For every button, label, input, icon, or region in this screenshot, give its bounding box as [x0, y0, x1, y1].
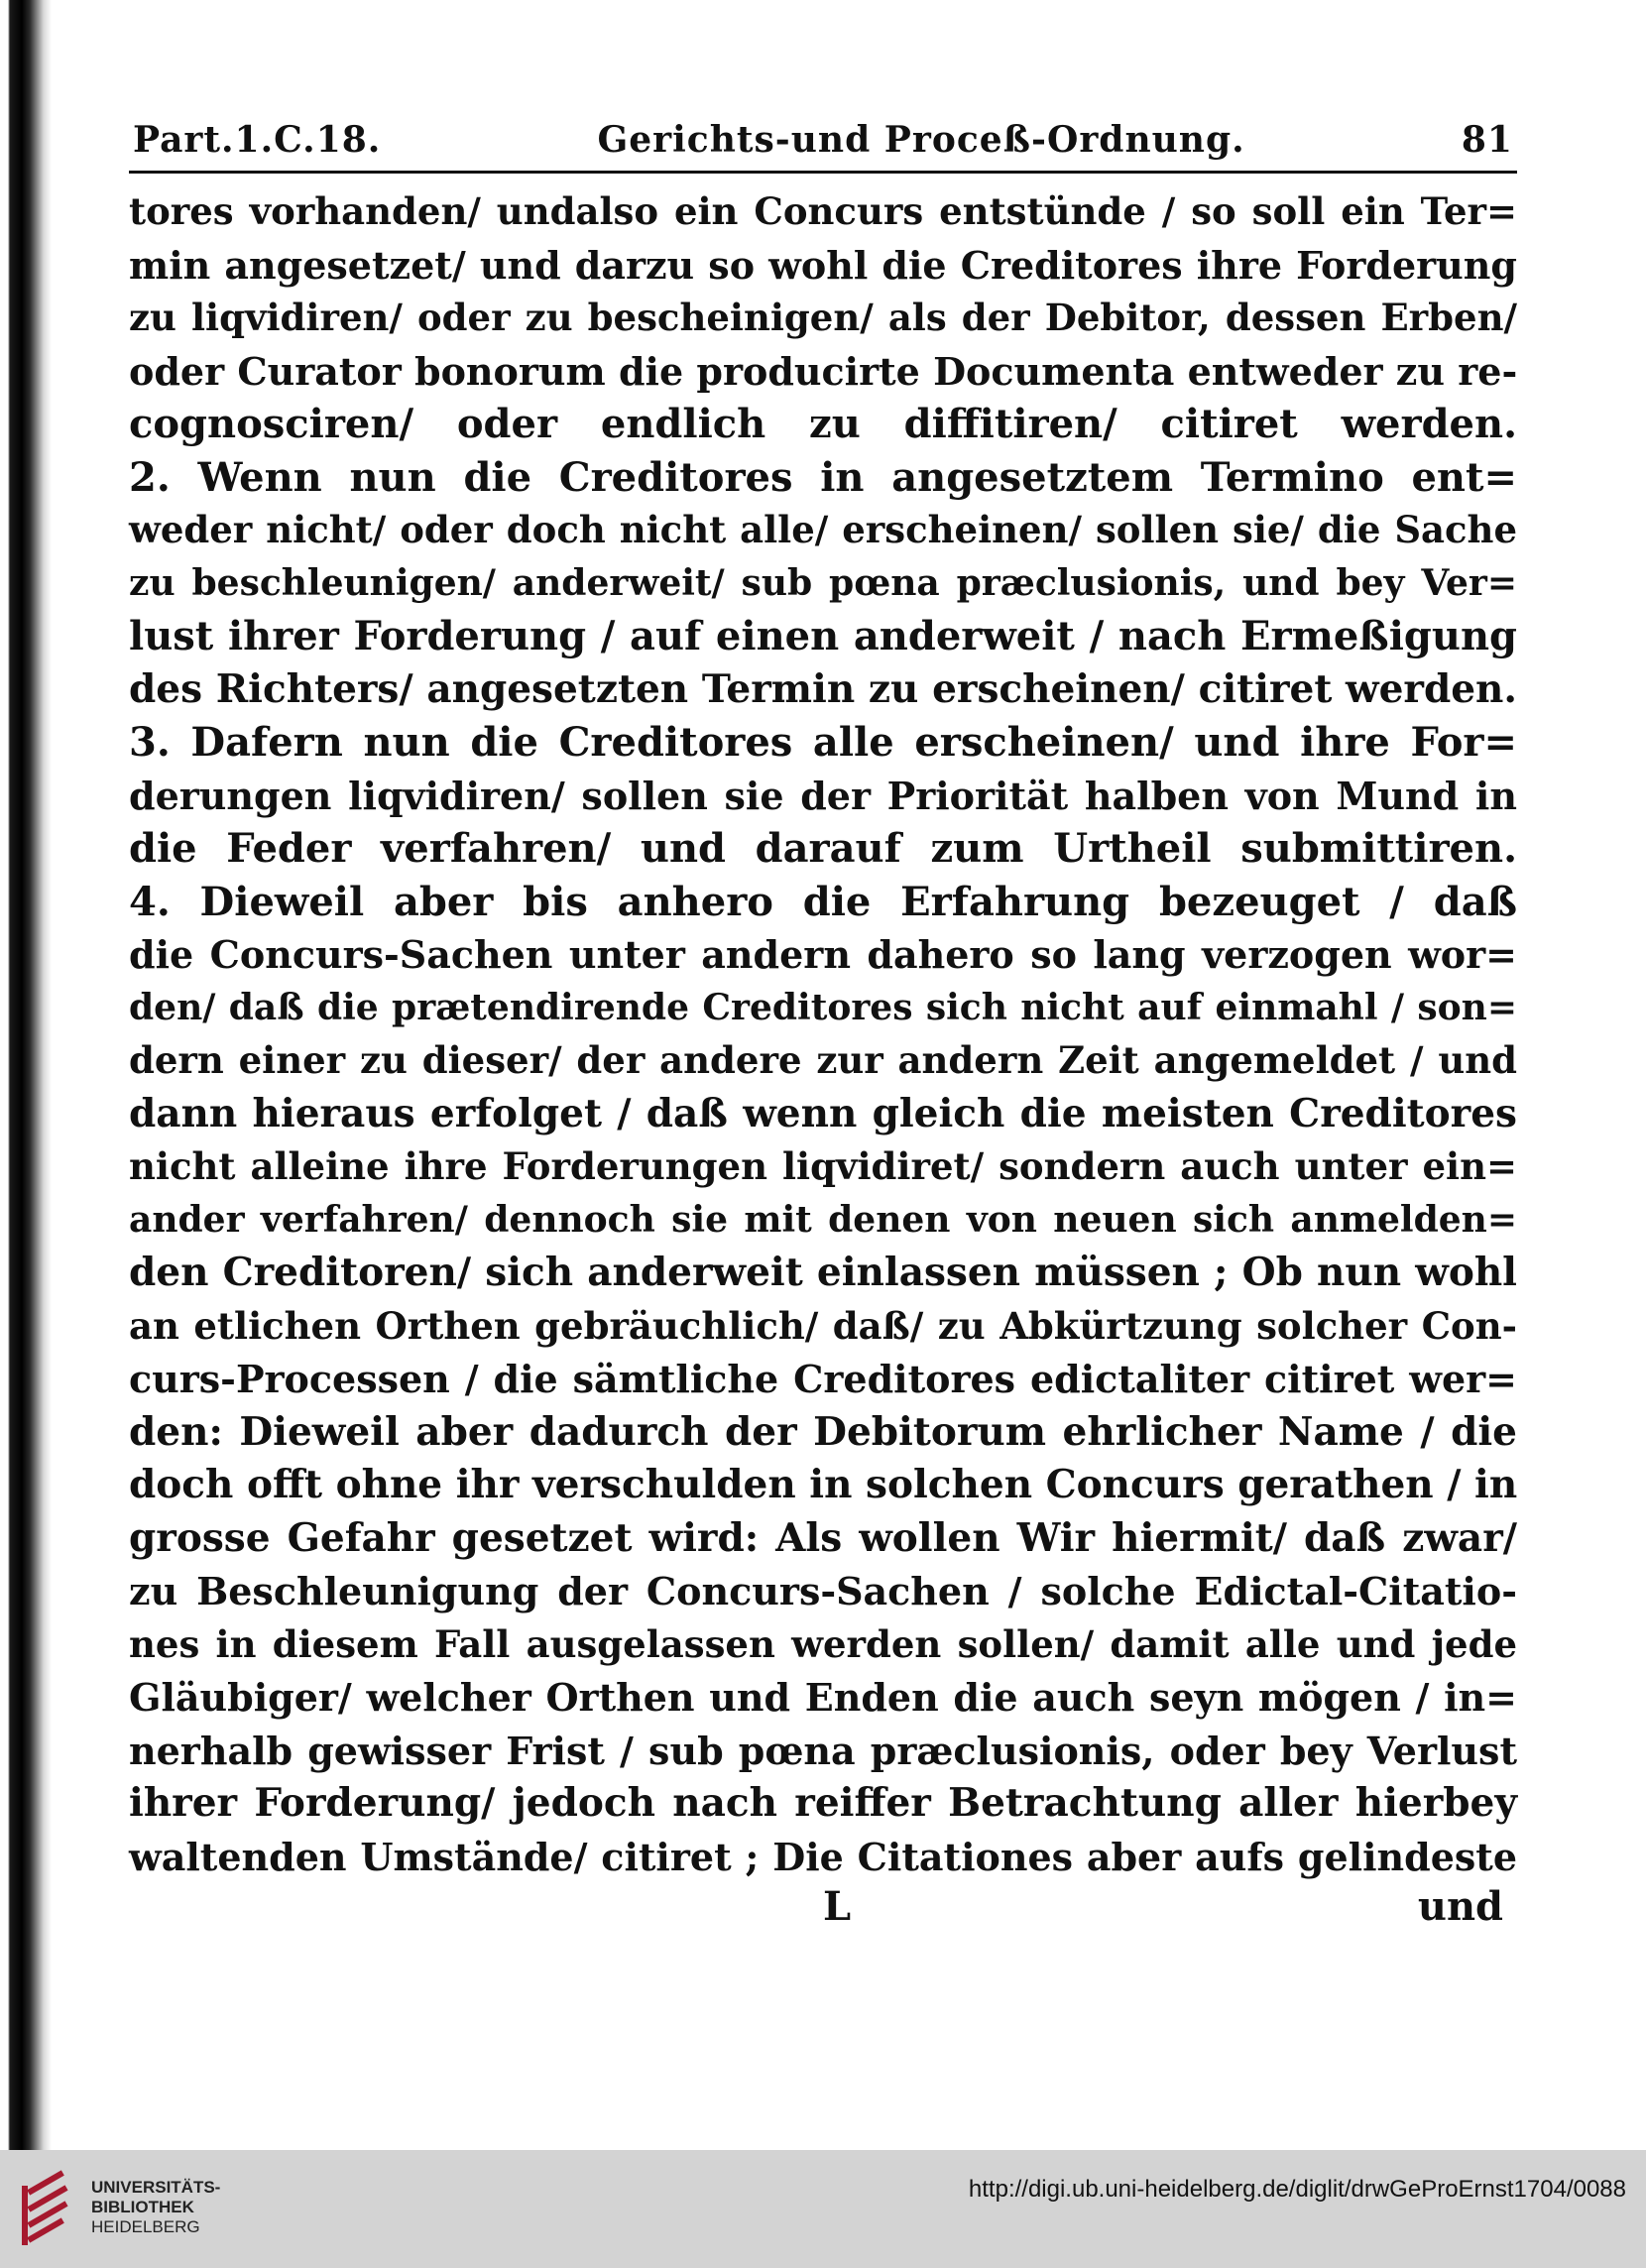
text-line: derungen liqvidiren/ sollen sie der Priorität halben von Mund in — [129, 773, 1517, 818]
text-line: 3. Dafern nun die Creditores alle erscheinen/ und ihre For= — [129, 719, 1517, 766]
text-line: 2. Wenn nun die Creditores in angesetztem Termino ent= — [129, 453, 1517, 501]
text-line: cognosciren/ oder endlich zu diffitiren/ citiret werden. — [129, 401, 1517, 447]
university-library-logo-icon[interactable] — [16, 2166, 83, 2255]
text-line: dern einer zu dieser/ der andere zur andern Zeit angemeldet / und — [129, 1038, 1517, 1082]
text-line: zu liqvidiren/ oder zu bescheinigen/ als der Debitor, dessen Erben/ — [129, 296, 1517, 339]
text-line: 4. Dieweil aber bis anhero die Erfahrung bezeuget / daß — [129, 878, 1517, 925]
text-line: dann hieraus erfolget / daß wenn gleich die meisten Creditores — [129, 1090, 1517, 1136]
text-line: nerhalb gewisser Frist / sub pœna præclusionis, oder bey Verlust — [129, 1728, 1517, 1773]
text-line: nicht alleine ihre Forderungen liqvidiret/ sondern auch unter ein= — [129, 1144, 1517, 1188]
book-page — [129, 119, 1517, 1930]
text-line: zu beschleunigen/ anderweit/ sub pœna præclusionis, und bey Ver= — [129, 561, 1517, 604]
text-line: ihrer Forderung/ jedoch nach reiffer Betrachtung aller hierbey — [129, 1780, 1517, 1826]
text-line: Gläubiger/ welcher Orthen und Enden die auch seyn mögen / in= — [129, 1675, 1517, 1720]
library-name-line-1: UNIVERSITÄTS- — [91, 2178, 221, 2197]
text-line: an etlichen Orthen gebräuchlich/ daß/ zu Abkürtzung solcher Con- — [129, 1303, 1517, 1348]
text-line: ander verfahren/ dennoch sie mit denen von neuen sich anmelden= — [129, 1198, 1517, 1241]
header-title: Gerichts-und Proceß-Ordnung. — [597, 119, 1245, 161]
running-header — [129, 119, 1517, 171]
text-line: nes in diesem Fall ausgelassen werden sollen/ damit alle und jede — [129, 1621, 1517, 1666]
text-line: des Richters/ angesetzten Termin zu erscheinen/ citiret werden. — [129, 665, 1517, 712]
header-part: Part.1.C.18. — [133, 119, 382, 161]
text-line: curs-Processen / die sämtliche Creditores edictaliter citiret wer= — [129, 1357, 1517, 1401]
text-line: oder Curator bonorum die producirte Documenta entweder zu re- — [129, 348, 1518, 394]
permalink-url[interactable]: http://digi.ub.uni-heidelberg.de/diglit/drwGeProErnst1704/0088 — [968, 2176, 1626, 2203]
text-line: die Feder verfahren/ und darauf zum Urtheil submittiren. — [129, 825, 1517, 872]
library-name-line-3: HEIDELBERG — [91, 2217, 200, 2236]
page-number: 81 — [1461, 119, 1513, 161]
text-line: lust ihrer Forderung / auf einen anderweit / nach Ermeßigung — [129, 613, 1517, 659]
scan-page-edge — [0, 0, 52, 2150]
text-line: tores vorhanden/ undalso ein Concurs entstünde / so soll ein Ter= — [129, 189, 1517, 233]
text-line: waltenden Umstände/ citiret ; Die Citationes aber aufs gelindeste — [129, 1834, 1517, 1879]
page-text — [129, 185, 1517, 1883]
signature-mark: L — [823, 1883, 852, 1930]
text-line: grosse Gefahr gesetzet wird: Als wollen Wir hiermit/ daß zwar/ — [129, 1514, 1517, 1561]
text-line: weder nicht/ oder doch nicht alle/ erscheinen/ sollen sie/ die Sache — [129, 508, 1517, 551]
text-line: die Concurs-Sachen unter andern dahero so lang verzogen wor= — [129, 932, 1517, 977]
text-line: zu Beschleunigung der Concurs-Sachen / solche Edictal-Citatio- — [129, 1569, 1517, 1613]
viewer-footer — [0, 2150, 1646, 2268]
text-line: den/ daß die prætendirende Creditores sich nicht auf einmahl / son= — [129, 986, 1517, 1028]
header-rule — [129, 171, 1517, 174]
library-name — [91, 2178, 220, 2237]
catch-line — [129, 1883, 1517, 1930]
library-name-line-2: BIBLIOTHEK — [91, 2198, 194, 2216]
text-line: den: Dieweil aber dadurch der Debitorum ehrlicher Name / die — [129, 1408, 1517, 1455]
text-line: min angesetzet/ und darzu so wohl die Creditores ihre Forderung — [129, 242, 1517, 288]
text-line: doch offt ohne ihr verschulden in solchen Concurs gerathen / in — [129, 1462, 1518, 1507]
catchword: und — [1417, 1883, 1503, 1930]
text-line: den Creditoren/ sich anderweit einlassen müssen ; Ob nun wohl — [129, 1250, 1517, 1295]
